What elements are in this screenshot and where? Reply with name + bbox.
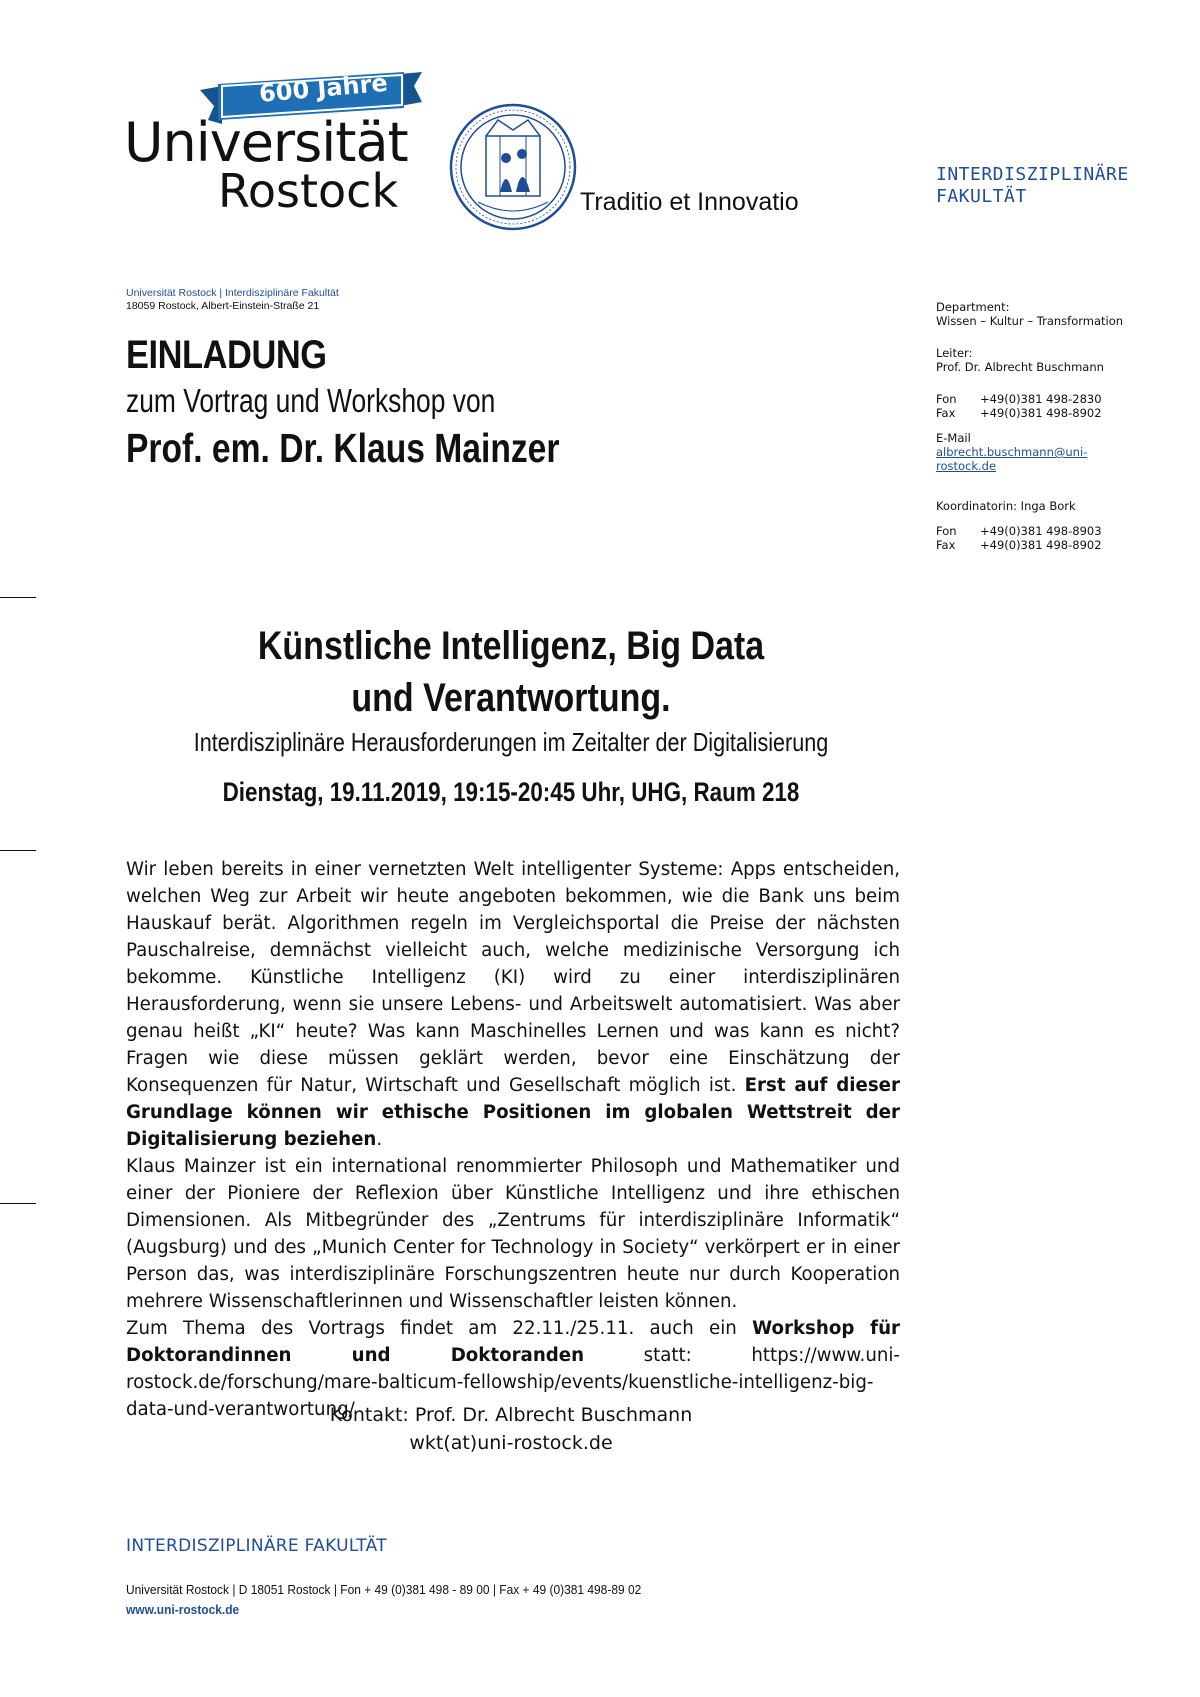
sender-line1: Universität Rostock | Interdisziplinäre Fakultät (126, 287, 339, 299)
ribbon-text: 600 Jahre (258, 68, 389, 108)
footer-faculty: INTERDISZIPLINÄRE FAKULTÄT (126, 1536, 387, 1556)
fon2-row (936, 524, 1156, 538)
fon-label: Fon (936, 392, 957, 406)
faculty-header-line2: FAKULTÄT (936, 186, 1027, 207)
workshop-url: statt: https://www.uni-rostock.de/forschung/mare-balticum-fellowship/events/kuenstliche-intelligenz-big-data-und-verantwortung/ (126, 1345, 900, 1420)
fax-label: Fax (936, 406, 956, 420)
sidebar-contact (936, 300, 1156, 552)
paragraph-bio: Klaus Mainzer ist ein international renommierter Philosoph und Mathematiker und einer der Pioniere der Reflexion über Künstliche Intelligenz und ihre ethischen Dimensionen. Als Mitbegründer des „Zentrums für interdisziplinäre Informatik“ (Augsburg) und des „Munich Center for Technology in Society“ verkörpert er in einer Person das, was interdisziplinäre Forschungszentren heute nur durch Kooperation mehrere Wissenschaftlerinnen und Wissenschaftler leisten können. (126, 1156, 900, 1312)
workshop-emphasis: Workshop für Doktorandinnen und Doktoranden (126, 1318, 901, 1366)
sender-address (126, 287, 339, 313)
speaker-name: Prof. em. Dr. Klaus Mainzer (126, 425, 560, 471)
leader-value: Prof. Dr. Albrecht Buschmann (936, 360, 1104, 374)
fon2-label: Fon (936, 524, 957, 538)
coordinator: Koordinatorin: Inga Bork (936, 499, 1076, 513)
invitation-title: EINLADUNG (126, 333, 327, 377)
event-title-line1: Künstliche Intelligenz, Big Data (257, 624, 765, 668)
contact-line2: wkt(at)uni-rostock.de (409, 1432, 613, 1454)
logo-rostock: Rostock (218, 164, 399, 218)
email-link[interactable] (936, 445, 1087, 473)
leader-label: Leiter: (936, 346, 973, 360)
department-label: Department: (936, 300, 1010, 314)
logo-universitaet: Universität (124, 111, 408, 174)
fon-row (936, 392, 1156, 406)
paragraph-intro: Wir leben bereits in einer vernetzten Welt intelligenter Systeme: Apps entscheiden, welchen Weg zur Arbeit wir heute angeboten bekommen, wie die Bank uns beim Hauskauf berät. Algorithmen regeln im Vergleichsportal die Preise der nächsten Pauschalreise, demnächst vielleicht auch, welche medizinische Versorgung ich bekomme. Künstliche Intelligenz (KI) wird zu einer interdisziplinären Herausforderung, wenn sie unsere Lebens- und Arbeitswelt automatisiert. Was aber genau heißt „KI“ heute? Was kann Maschinelles Lernen und was kann es nicht? Fragen wie diese müssen geklärt werden, bevor eine Einschätzung der Konsequenzen für Natur, Wirtschaft und Gesellschaft möglich ist. Erst auf dieser Grundlage können wir ethische Positionen im globalen Wettstreit der Digitalisierung beziehen. (126, 859, 900, 1150)
footer-website-link[interactable]: www.uni-rostock.de (126, 1602, 240, 1617)
emphasis-text: Erst auf dieser Grundlage können wir ethische Positionen im globalen Wettstreit der Digitalisierung beziehen (126, 1075, 900, 1150)
fold-mark (0, 597, 36, 598)
fon-value: +49(0)381 498-2830 (980, 392, 1102, 406)
email-line1: albrecht.buschmann@uni- (936, 445, 1088, 459)
fon2-value: +49(0)381 498-8903 (980, 524, 1102, 538)
event-datetime: Dienstag, 19.11.2019, 19:15-20:45 Uhr, UHG, Raum 218 (222, 777, 800, 807)
body-text (126, 856, 900, 1423)
department-value: Wissen – Kultur – Transformation (936, 314, 1124, 328)
email-line2: rostock.de (936, 459, 997, 473)
fax2-value: +49(0)381 498-8902 (980, 538, 1102, 552)
fold-mark (0, 850, 36, 851)
invitation-subtitle: zum Vortrag und Workshop von (126, 382, 496, 419)
fax-value: +49(0)381 498-8902 (980, 406, 1102, 420)
sender-line2: 18059 Rostock, Albert-Einstein-Straße 21 (126, 300, 320, 312)
footer (126, 1580, 641, 1620)
faculty-header-line1: INTERDISZIPLINÄRE (936, 164, 1129, 185)
event-title-line2: und Verantwortung. (351, 676, 671, 720)
faculty-header (936, 164, 1129, 208)
contact-line1: Kontakt: Prof. Dr. Albrecht Buschmann (329, 1404, 693, 1426)
fax2-row (936, 538, 1156, 552)
fax2-label: Fax (936, 538, 956, 552)
email-label: E-Mail (936, 431, 971, 445)
paragraph-workshop: Zum Thema des Vortrags findet am 22.11./25.11. auch ein Workshop für Doktorandinnen und Doktoranden statt: https://www.uni-rostock.de/forschung/mare-balticum-fellowship/events/kuenstliche-intelligenz-big-data-und-verantwortung/ (126, 1318, 901, 1420)
fold-mark (0, 1203, 36, 1204)
university-seal-icon (448, 102, 578, 232)
event-subtitle: Interdisziplinäre Herausforderungen im Zeitalter der Digitalisierung (193, 727, 829, 757)
fax-row (936, 406, 1156, 420)
footer-address: Universität Rostock | D 18051 Rostock | Fon + 49 (0)381 498 - 89 00 | Fax + 49 (0)381 498-89 02 (126, 1582, 642, 1597)
contact-block (126, 1401, 896, 1457)
university-motto: Traditio et Innovatio (580, 188, 799, 216)
